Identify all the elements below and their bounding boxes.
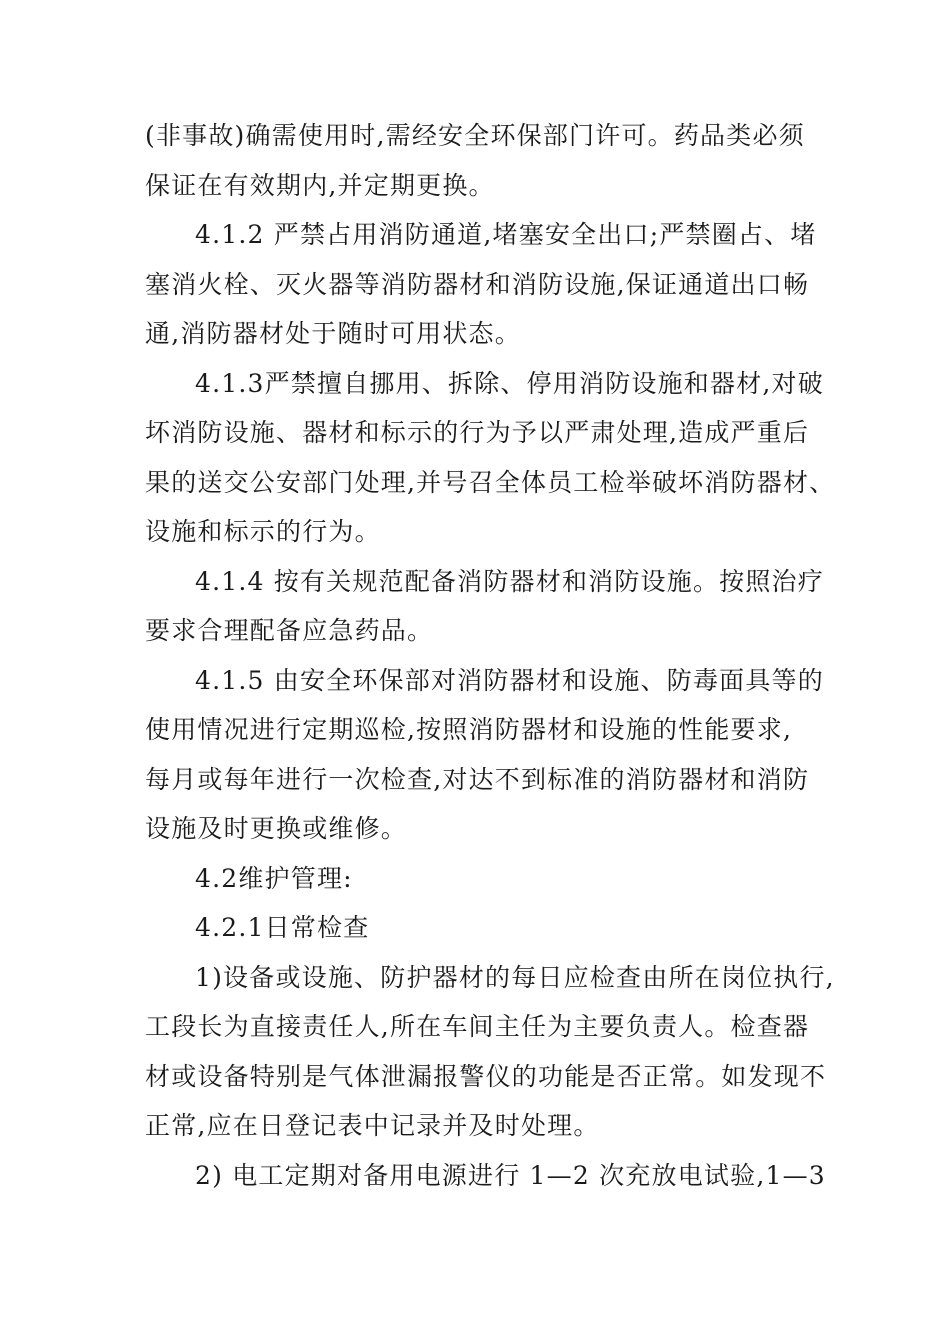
- document-line: 通,消防器材处于随时可用状态。: [145, 319, 521, 348]
- document-line: 4.1.3严禁擅自挪用、拆除、停用消防设施和器材,对破: [195, 368, 824, 398]
- document-line: 4.1.2 严禁占用消防通道,堵塞安全出口;严禁圈占、堵: [195, 220, 817, 249]
- document-line: 保证在有效期内,并定期更换。: [145, 170, 495, 200]
- document-line: 材或设备特别是气体泄漏报警仪的功能是否正常。如发现不: [145, 1061, 827, 1091]
- document-line: 塞消火栓、灭火器等消防器材和消防设施,保证通道出口畅: [145, 269, 810, 299]
- document-line: 2) 电工定期对备用电源进行 1—2 次充放电试验,1—3: [195, 1160, 826, 1190]
- document-line: 使用情况进行定期巡检,按照消防器材和设施的性能要求,: [145, 715, 793, 744]
- document-line: 4.1.4 按有关规范配备消防器材和消防设施。按照治疗: [195, 566, 824, 596]
- document-line: 正常,应在日登记表中记录并及时处理。: [145, 1111, 600, 1140]
- document-line: 果的送交公安部门处理,并号召全体员工检举破坏消防器材、: [145, 467, 836, 497]
- document-line: 设施和标示的行为。: [145, 517, 381, 546]
- document-line: 要求合理配备应急药品。: [145, 616, 434, 645]
- document-line: (非事故)确需使用时,需经安全环保部门许可。药品类必须: [145, 121, 805, 150]
- document-line: 设施及时更换或维修。: [145, 814, 408, 843]
- document-line: 每月或每年进行一次检查,对达不到标准的消防器材和消防: [145, 764, 810, 794]
- document-line: 4.2维护管理:: [195, 863, 353, 893]
- document-line: 1)设备或设施、防护器材的每日应检查由所在岗位执行,: [195, 962, 835, 992]
- document-line: 4.1.5 由安全环保部对消防器材和设施、防毒面具等的: [195, 665, 824, 695]
- document-line: 坏消防设施、器材和标示的行为予以严肃处理,造成严重后: [145, 418, 810, 447]
- document-line: 工段长为直接责任人,所在车间主任为主要负责人。检查器: [145, 1012, 810, 1041]
- document-body: [145, 111, 836, 1200]
- document-line: 4.2.1日常检查: [195, 913, 370, 942]
